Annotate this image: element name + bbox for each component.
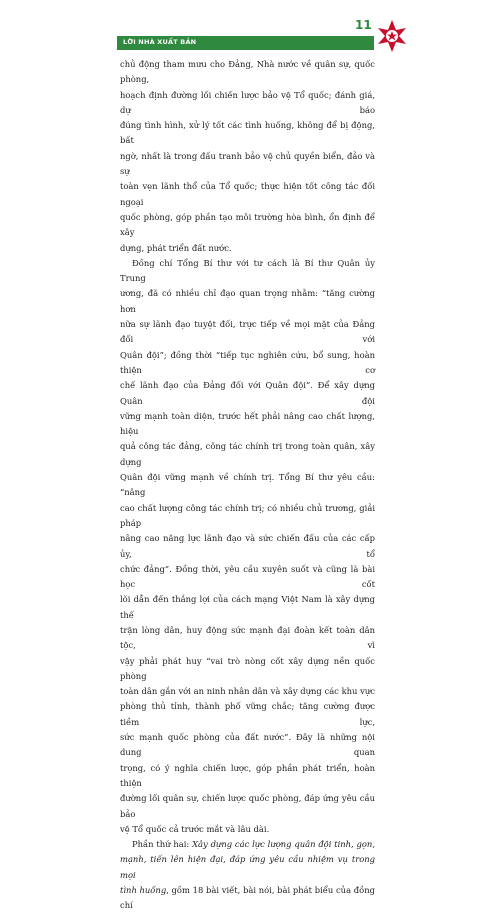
italic-text: Xây dựng các lực lượng quân đội tinh, gọn, [192, 839, 375, 850]
roman-text: Phần thứ hai: [132, 839, 193, 850]
text-line: Quân đội”; đồng thời “tiếp tục nghiên cứu, bổ sung, hoàn thiện cơ [120, 349, 375, 375]
text-line: toàn vẹn lãnh thổ của Tổ quốc; thực hiện tốt công tác đối ngoại [120, 181, 375, 207]
text-line: Quân đội vững mạnh về chính trị. Tổng Bí thư yêu cầu: “nâng [120, 472, 375, 498]
section-title: LỜI NHÀ XUẤT BẢN [123, 38, 197, 46]
publisher-logo-icon [372, 16, 412, 56]
text-line-mixed [120, 883, 375, 914]
text-line: hoạch định đường lối chiến lược bảo vệ Tổ quốc; đánh giá, dự báo [120, 89, 375, 115]
italic-text: mạnh, tiến lên hiện đại, đáp ứng yêu cầu nhiệm vụ trong mọi [120, 854, 375, 880]
text-line: ngờ, nhất là trong đấu tranh bảo vệ chủ quyền biển, đảo và sự [120, 150, 375, 177]
text-line: chủ động tham mưu cho Đảng, Nhà nước về quân sự, quốc phòng, [120, 59, 375, 85]
header-bar [117, 36, 374, 50]
text-line: dựng, phát triển đất nước. [120, 242, 232, 253]
body-text [120, 57, 375, 914]
text-line: trận lòng dân, huy động sức mạnh đại đoàn kết toàn dân tộc, vì [120, 624, 375, 651]
text-line: nâng cao năng lực lãnh đạo và sức chiến đấu của các cấp ủy, tổ [120, 533, 375, 559]
text-line: toàn dân gắn với an ninh nhân dân và xây dựng các khu vực [120, 686, 375, 697]
text-line: quốc phòng, góp phần tạo môi trường hòa bình, ổn định để xây [120, 211, 375, 238]
text-line: sức mạnh quốc phòng của đất nước”. Đây là những nội dung quan [120, 732, 375, 758]
italic-text: tình huống [120, 885, 167, 896]
text-line: vệ Tổ quốc cả trước mắt và lâu dài. [120, 823, 270, 834]
text-line: đúng tình hình, xử lý tốt các tình huống, không để bị động, bất [120, 120, 375, 146]
text-line: vậy phải phát huy “vai trò nòng cốt xây dựng nền quốc phòng [120, 655, 375, 681]
text-line: vững mạnh toàn diện, trước hết phải nâng cao chất lượng, hiệu [120, 410, 375, 437]
text-line: nữa sự lãnh đạo tuyệt đối, trực tiếp về mọi mặt của Đảng đối với [120, 319, 375, 345]
text-line-mixed [120, 852, 375, 883]
text-line: cao chất lượng công tác chính trị; có nhiều chủ trương, giải pháp [120, 502, 375, 528]
text-line: lõi dẫn đến thắng lợi của cách mạng Việt Nam là xây dựng thế [120, 594, 375, 620]
text-line-mixed [120, 837, 375, 852]
text-line: ương, đã có nhiều chỉ đạo quan trọng nhằm: “tăng cường hơn [120, 288, 375, 314]
roman-text: , gồm 18 bài viết, bài nói, bài phát biểu của đồng chí [120, 885, 375, 911]
text-line: đường lối quân sự, chiến lược quốc phòng, đáp ứng yêu cầu bảo [120, 793, 375, 819]
text-line: chế lãnh đạo của Đảng đối với Quân đội”. Để xây dựng Quân đội [120, 380, 375, 406]
text-line: chức đảng”. Đồng thời, yêu cầu xuyên suốt và cũng là bài học cốt [120, 563, 375, 590]
text-line: quả công tác đảng, công tác chính trị trong toàn quân, xây dựng [120, 441, 375, 467]
text-line: trọng, có ý nghĩa chiến lược, góp phần phát triển, hoàn thiện [120, 762, 375, 788]
page-number: 11 [355, 18, 372, 32]
text-line: phòng thủ tỉnh, thành phố vững chắc; tăng cường được tiềm lực, [120, 701, 375, 727]
text-line: Đồng chí Tổng Bí thư với tư cách là Bí thư Quân ủy Trung [120, 257, 375, 284]
